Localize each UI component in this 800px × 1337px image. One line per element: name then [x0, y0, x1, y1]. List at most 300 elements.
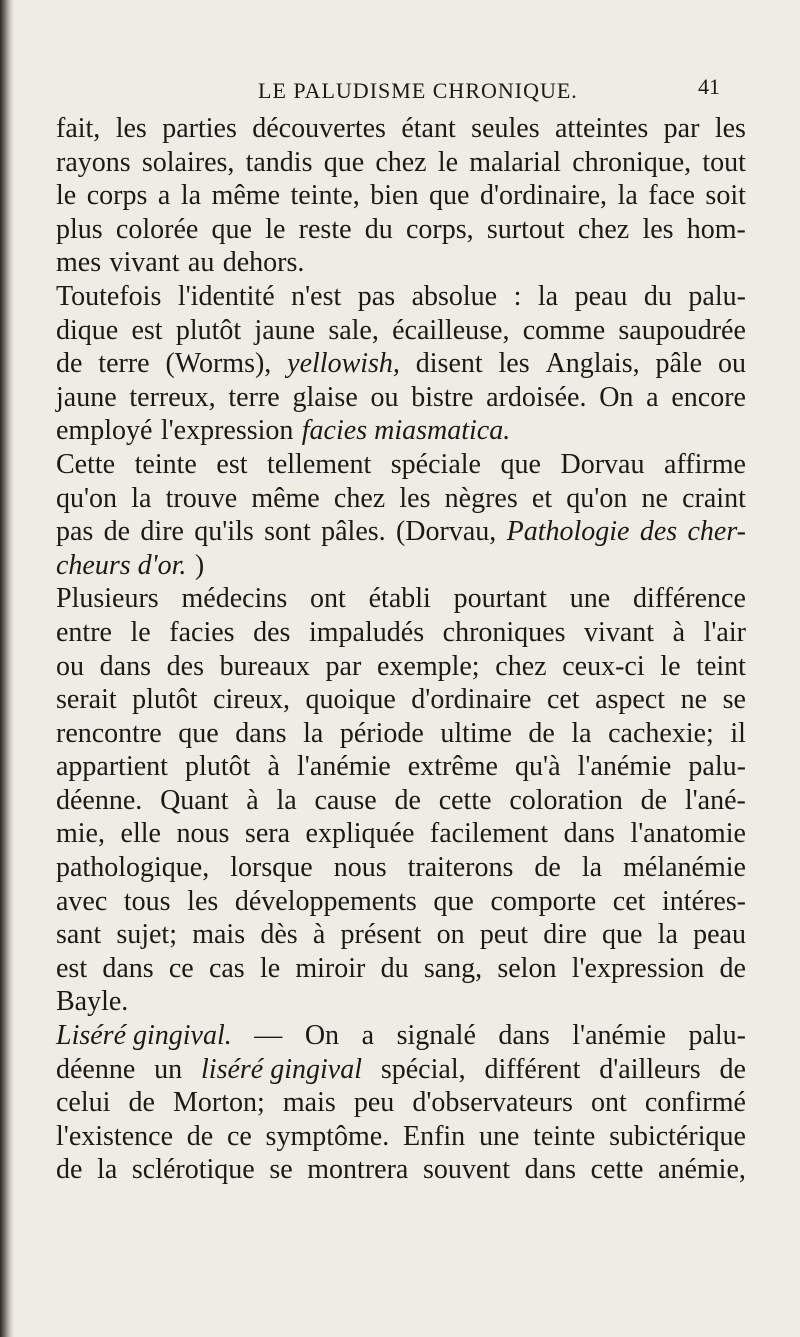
word: miroir [295, 952, 366, 984]
word: dans [235, 717, 287, 749]
word: surtout [486, 213, 565, 245]
word: symptôme. [265, 1120, 390, 1152]
word: mie, [56, 818, 105, 850]
word: différence [632, 583, 746, 615]
text-line [56, 1053, 746, 1087]
text-line [56, 1019, 746, 1053]
word: Cette [56, 448, 116, 480]
word: même [211, 180, 281, 212]
word: bureaux [219, 650, 310, 682]
word: déenne [56, 1053, 136, 1085]
word: sang, [423, 952, 483, 984]
word: une [569, 583, 611, 615]
word: l'anémie [577, 751, 672, 783]
word: les [399, 482, 431, 514]
word: — [254, 1020, 283, 1052]
word: teint [696, 650, 746, 682]
word: comme [522, 314, 606, 346]
word: dès [260, 919, 298, 951]
word: a [361, 1020, 375, 1052]
word: pâles. [321, 516, 386, 548]
word: Pathologie [506, 516, 630, 548]
word: colorée [115, 213, 199, 245]
word: même [251, 482, 320, 514]
word: confirmé [644, 1087, 746, 1119]
word: cet [612, 885, 646, 917]
word: ne [641, 482, 668, 514]
word: cause [314, 784, 377, 816]
word: chez [495, 650, 547, 682]
word: de [719, 1053, 746, 1085]
word: la [180, 180, 202, 212]
word: la [276, 784, 297, 816]
word: teinte, [290, 180, 360, 212]
word: la [657, 919, 678, 951]
text-line [56, 985, 746, 1019]
word: est [216, 448, 248, 480]
word: le [437, 146, 459, 178]
word: glaise [292, 381, 358, 413]
word: présent [340, 919, 422, 951]
word: l'expression [160, 415, 294, 447]
word: de [640, 784, 668, 816]
word: que [178, 717, 219, 749]
word: serait [56, 684, 117, 716]
word: mélanémie [623, 852, 746, 884]
word: du [643, 280, 672, 312]
word: l'existence [56, 1120, 173, 1152]
word: seules [471, 113, 540, 144]
text-line [56, 1086, 746, 1120]
text-line [56, 650, 746, 684]
word: plutôt [132, 684, 198, 716]
word: l'anémie [572, 1020, 666, 1052]
word: bistre [411, 381, 474, 413]
word: terre [98, 348, 150, 380]
word: le [130, 616, 151, 648]
word: l'air [703, 616, 746, 648]
word: Quant [160, 784, 229, 816]
word: chronique, [572, 146, 692, 178]
word: cheurs d'or. [56, 549, 187, 581]
word: On [304, 1020, 340, 1052]
word: que [500, 448, 541, 480]
word: lorsque [230, 852, 313, 884]
word: cas [208, 952, 245, 984]
word: ont [310, 583, 346, 615]
word: qu'on [566, 482, 628, 514]
word: qu'ils [194, 516, 254, 548]
text-line [56, 851, 746, 885]
word: les [498, 348, 530, 380]
word: (Dorvau, [395, 516, 497, 548]
word: ou [717, 348, 746, 380]
word: de [186, 1120, 214, 1152]
word: à [267, 751, 280, 783]
text-line [56, 750, 746, 784]
text-line [56, 717, 746, 751]
word: : [513, 280, 522, 312]
word: des [253, 616, 291, 648]
word: chez [375, 146, 427, 178]
word: facies miasmatica. [301, 415, 511, 447]
word: bien [370, 180, 419, 212]
text-line [56, 952, 746, 986]
word: les [187, 885, 219, 917]
word: intéres- [662, 885, 746, 917]
word: Toutefois [56, 280, 162, 312]
word: déenne. [56, 784, 143, 816]
word: d'observateurs [412, 1087, 573, 1119]
word: parties [162, 113, 237, 144]
word: cachexie; [608, 717, 714, 749]
word: a [646, 381, 659, 413]
word: sujet; [116, 919, 177, 951]
word: qu'on [56, 482, 118, 514]
word: palu- [688, 280, 746, 312]
word: ce [226, 1120, 252, 1152]
word: Liséré gingival. [56, 1020, 232, 1052]
text-line [56, 918, 746, 952]
word: palu- [688, 1020, 746, 1052]
word: dire [140, 516, 184, 548]
word: d'ordinaire, [479, 180, 608, 212]
word: comporte [490, 885, 597, 917]
word: écailleuse, [392, 314, 510, 346]
text-line [56, 1120, 746, 1154]
word: que [433, 885, 474, 917]
word: dans [498, 1020, 550, 1052]
text-line [56, 616, 746, 650]
word: employé [56, 415, 153, 447]
word: de [103, 516, 131, 548]
word: le [259, 952, 281, 984]
word: affirme [664, 448, 746, 480]
word: de [394, 784, 421, 816]
word: peu [353, 1087, 395, 1119]
word: a [157, 180, 171, 212]
word: mais [282, 1087, 336, 1119]
word: à [672, 616, 686, 648]
word: de [56, 348, 83, 380]
word: liséré gingival [201, 1053, 362, 1085]
word: la [537, 280, 559, 312]
word: dire [543, 919, 587, 951]
page-number: 41 [698, 74, 720, 99]
word: cet [546, 684, 580, 716]
word: cireux, [213, 684, 291, 716]
word: soit [705, 180, 746, 212]
word: ne [680, 684, 708, 716]
word: anémie, [658, 1154, 746, 1186]
text-line [56, 347, 746, 381]
word: cette [438, 784, 492, 816]
word: solaires, [141, 146, 235, 178]
word: mes [56, 247, 102, 279]
word: trouve [165, 482, 238, 514]
word: par [325, 650, 362, 682]
word: l'identité [177, 280, 275, 312]
word: Morton; [173, 1087, 265, 1119]
text-line [56, 112, 746, 146]
word: ou [370, 381, 399, 413]
word: jaune [254, 314, 316, 346]
word: on [436, 919, 465, 951]
word: période [339, 717, 424, 749]
text-line [56, 885, 746, 919]
word: ceux-ci [562, 650, 645, 682]
word: la [571, 717, 592, 749]
word: découvertes [252, 113, 386, 144]
word: de [528, 717, 555, 749]
word: Plusieurs [56, 583, 159, 615]
word: chroniques [442, 616, 566, 648]
word: facilement [429, 818, 549, 850]
word: que [323, 146, 365, 178]
word: et [531, 482, 553, 514]
word: à [246, 784, 259, 816]
word: palu- [688, 751, 746, 783]
word: spéciale [390, 448, 481, 480]
word: On [599, 381, 634, 413]
word: ardoisée. [486, 381, 587, 413]
word: exemple; [376, 650, 480, 682]
word: dans [563, 818, 615, 850]
text-line [56, 784, 746, 818]
word: yellowish, [287, 348, 400, 380]
text-line [56, 683, 746, 717]
word: l'expression [571, 952, 705, 984]
word: reste [298, 213, 352, 245]
word: facies [169, 616, 235, 648]
word: chez [577, 213, 630, 245]
word: l'anémie [297, 751, 391, 783]
text-line [56, 515, 746, 549]
running-title: LE PALUDISME CHRONIQUE. [258, 78, 578, 103]
text-line [56, 1153, 746, 1187]
word: de [128, 1087, 155, 1119]
word: la [97, 1154, 118, 1186]
word: la [303, 717, 324, 749]
word: l'ané- [684, 784, 746, 816]
word: se [269, 1154, 293, 1186]
text-line [56, 246, 746, 280]
text-line [56, 213, 746, 247]
word: du [364, 213, 393, 245]
word: d'ailleurs [599, 1053, 701, 1085]
word: (Worms), [165, 348, 272, 380]
word: disent [415, 348, 483, 380]
word: dehors. [222, 247, 305, 279]
word: sont [264, 516, 311, 548]
word: impaludés [309, 616, 425, 648]
word: Enfin [402, 1120, 466, 1152]
word: pathologique, [56, 852, 210, 884]
word: peau [693, 919, 746, 951]
word: elle [120, 818, 161, 850]
word: jaune [56, 381, 117, 413]
word: traiterons [407, 852, 514, 884]
word: sale, [328, 314, 379, 346]
word: que [602, 919, 643, 951]
word: le [265, 213, 286, 245]
page-header [0, 74, 800, 108]
text-line [56, 582, 746, 616]
word: corps [86, 180, 148, 212]
word: étant [401, 113, 456, 144]
word: nègres [444, 482, 518, 514]
text-line [56, 414, 746, 448]
word: rayons [56, 146, 131, 178]
word: à [312, 919, 326, 951]
text-line [56, 381, 746, 415]
word: chez [333, 482, 386, 514]
word: quoique [305, 684, 396, 716]
word: vivant [109, 247, 180, 279]
word: signalé [396, 1020, 476, 1052]
word: est [131, 314, 163, 346]
word: les [714, 113, 746, 144]
word: absolue [411, 280, 498, 312]
word: saupoudrée [618, 314, 746, 346]
word: appartient [56, 751, 168, 783]
word: plus [56, 213, 103, 245]
word: hom- [686, 213, 746, 245]
word: entre [56, 616, 112, 648]
word: sera [244, 818, 290, 850]
word: les [642, 213, 674, 245]
word: Anglais, [545, 348, 640, 380]
word: craint [682, 482, 746, 514]
word: malarial [469, 146, 561, 178]
word: peau [574, 280, 628, 312]
word: des [639, 516, 678, 548]
word: qu'à [515, 751, 561, 783]
word: de [56, 1154, 83, 1186]
word: dique [56, 314, 119, 346]
text-line [56, 817, 746, 851]
word: pas [357, 280, 396, 312]
word: Bayle. [56, 986, 129, 1018]
word: pourtant [453, 583, 547, 615]
word: la [131, 482, 152, 514]
word: terreux, [129, 381, 216, 413]
word: aspect [595, 684, 666, 716]
word: de [534, 852, 561, 884]
word: vivant [584, 616, 655, 648]
word: teinte [134, 448, 197, 480]
word: que [428, 180, 470, 212]
word: dans [524, 1154, 576, 1186]
word: dans [99, 650, 151, 682]
word: des [166, 650, 204, 682]
word: celui [56, 1087, 111, 1119]
word: plutôt [185, 751, 251, 783]
text-line [56, 549, 746, 583]
word: tous [123, 885, 171, 917]
text-line [56, 280, 746, 314]
page-binding-edge [0, 0, 14, 1337]
word: pas [56, 516, 94, 548]
word: cette [590, 1154, 644, 1186]
word: peut [479, 919, 529, 951]
text-line [56, 314, 746, 348]
word: coloration [509, 784, 623, 816]
word: teinte [533, 1120, 596, 1152]
word: est [56, 952, 88, 984]
word: ultime [440, 717, 512, 749]
word: que [211, 213, 252, 245]
word: différent [484, 1053, 581, 1085]
word: du [380, 952, 409, 984]
word: pâle [655, 348, 703, 380]
word: cher- [687, 516, 746, 548]
word: fait, [56, 113, 101, 144]
word: corps, [406, 213, 474, 245]
word: le [56, 180, 77, 212]
word: encore [671, 381, 746, 413]
word: sclérotique [131, 1154, 255, 1186]
word: se [722, 684, 746, 716]
word: de [719, 952, 746, 984]
word: plutôt [175, 314, 242, 346]
word: expliquée [305, 818, 415, 850]
word: avec [56, 885, 108, 917]
text-line [56, 179, 746, 213]
word: ou [56, 650, 84, 682]
word: tellement [267, 448, 372, 480]
word: Dorvau [560, 448, 645, 480]
word: ce [168, 952, 194, 984]
word: développements [234, 885, 417, 917]
word: n'est [291, 280, 342, 312]
word: atteintes [554, 113, 649, 144]
word: spécial, [380, 1053, 466, 1085]
word: extrême [407, 751, 498, 783]
word: d'ordinaire [411, 684, 532, 716]
word: par [663, 113, 700, 144]
word: il [730, 717, 746, 749]
word: un [154, 1053, 183, 1085]
word: ) [194, 549, 205, 581]
word: le [660, 650, 681, 682]
word: tout [702, 146, 746, 178]
word: tandis [245, 146, 313, 178]
text-line [56, 146, 746, 180]
word: nous [176, 818, 230, 850]
word: subictérique [609, 1120, 746, 1152]
word: rencontre [56, 717, 162, 749]
text-line [56, 448, 746, 482]
word: mais [192, 919, 246, 951]
word: montrera [307, 1154, 409, 1186]
word: sant [56, 919, 102, 951]
body-text [56, 112, 746, 1187]
word: une [478, 1120, 520, 1152]
word: selon [497, 952, 557, 984]
word: les [115, 113, 147, 144]
word: face [648, 180, 695, 212]
word: nous [333, 852, 387, 884]
word: la [581, 852, 603, 884]
word: établi [368, 583, 431, 615]
word: médecins [181, 583, 288, 615]
word: l'anatomie [630, 818, 746, 850]
text-line [56, 482, 746, 516]
word: souvent [422, 1154, 511, 1186]
word: au [187, 247, 215, 279]
word: la [617, 180, 638, 212]
